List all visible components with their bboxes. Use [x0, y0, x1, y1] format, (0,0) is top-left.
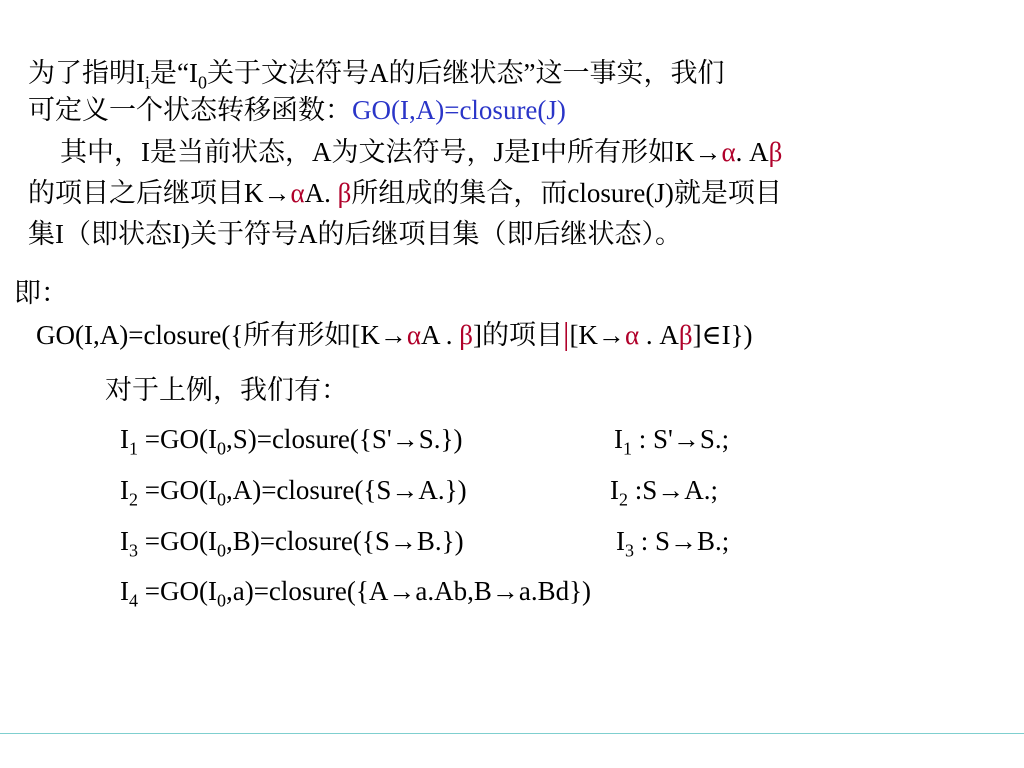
- set-builder-bar: |: [563, 315, 570, 351]
- example-row-3: [120, 524, 464, 567]
- para1-line1-a-sub: i: [145, 72, 151, 93]
- para2-line1-b: . A: [735, 137, 769, 167]
- example-rest: ,S)=closure({S'→S.}): [225, 424, 463, 454]
- def-e: . A: [639, 320, 679, 350]
- para2-line2-c: 所组成的集合，而closure(J)就是项目: [351, 178, 782, 208]
- example-row-4: [120, 574, 591, 617]
- para2-line1: [60, 135, 782, 169]
- example-lhs: I: [120, 526, 129, 556]
- example-rhs-rest: : S→B.;: [634, 526, 730, 556]
- example-rhs: I: [614, 424, 623, 454]
- example-rhs-rest: : S'→S.;: [632, 424, 730, 454]
- para1-line1-b-sub: 0: [198, 72, 207, 93]
- example-eq: =GO(I: [138, 526, 217, 556]
- beta-symbol: β: [337, 178, 352, 208]
- example-eq: =GO(I: [138, 424, 217, 454]
- para1-line2-a: 可定义一个状态转移函数：: [28, 95, 352, 125]
- def-b: A .: [421, 320, 460, 350]
- example-rhs: I: [616, 526, 625, 556]
- def-d: [K→: [569, 320, 625, 350]
- example-eq: =GO(I: [138, 475, 217, 505]
- para1-line1-c: 关于文法符号A的后继状态”这一事实，我们: [207, 58, 725, 88]
- example-lhs: I: [120, 424, 129, 454]
- alpha-symbol: α: [406, 320, 422, 350]
- para2-line2-a: 的项目之后继项目K→: [28, 178, 291, 208]
- example-eq: =GO(I: [138, 576, 217, 606]
- example-rhs-sub: 3: [625, 540, 634, 561]
- example-rest: ,A)=closure({S→A.}): [225, 475, 467, 505]
- def-a: GO(I,A)=closure({所有形如[K→: [36, 320, 407, 350]
- example-rest: ,B)=closure({S→B.}): [225, 526, 464, 556]
- beta-symbol: β: [459, 320, 474, 350]
- para2-line3: 集I（即状态I)关于符号A的后继项目集（即后继状态）。: [28, 219, 682, 249]
- para1-line1-b: 是“I: [150, 58, 198, 88]
- example-rhs-sub: 1: [623, 438, 632, 459]
- example-item-3: [616, 524, 729, 567]
- go-definition-line: [36, 316, 753, 352]
- example-go-sub: 0: [216, 590, 226, 611]
- example-lhs: I: [120, 576, 129, 606]
- example-lhs-sub: 3: [129, 540, 138, 561]
- alpha-symbol: α: [721, 137, 736, 167]
- example-lhs-sub: 1: [129, 438, 138, 459]
- ji-label: 即：: [14, 278, 68, 308]
- beta-symbol: β: [678, 320, 693, 350]
- example-intro: 对于上例，我们有：: [105, 375, 348, 405]
- example-lhs: I: [120, 475, 129, 505]
- para1-line2: [28, 93, 566, 127]
- example-lhs-sub: 4: [129, 590, 138, 611]
- example-go-sub: 0: [216, 489, 226, 510]
- beta-symbol: β: [768, 137, 783, 167]
- example-item-2: [610, 473, 718, 516]
- alpha-symbol: α: [290, 178, 305, 208]
- example-rhs-rest: :S→A.;: [628, 475, 719, 505]
- example-lhs-sub: 2: [129, 489, 138, 510]
- example-go-sub: 0: [216, 540, 226, 561]
- para1-line1-a: 为了指明I: [28, 58, 145, 88]
- example-rhs-sub: 2: [619, 489, 628, 510]
- bottom-divider: [0, 733, 1024, 734]
- example-row-1: [120, 422, 462, 465]
- alpha-symbol: α: [624, 320, 640, 350]
- example-row-2: [120, 473, 467, 516]
- example-item-1: [614, 422, 729, 465]
- def-c: ]的项目: [473, 320, 564, 350]
- example-rhs: I: [610, 475, 619, 505]
- para2-line1-a: 其中，I是当前状态，A为文法符号，J是I中所有形如K→: [60, 137, 722, 167]
- def-f: ]∈I}): [692, 320, 753, 350]
- go-function-formula: GO(I,A)=closure(J): [352, 95, 566, 125]
- para2-line2: [28, 176, 782, 210]
- example-go-sub: 0: [216, 438, 226, 459]
- example-rest: ,a)=closure({A→a.Ab,B→a.Bd}): [225, 576, 592, 606]
- para2-line2-b: A.: [304, 178, 338, 208]
